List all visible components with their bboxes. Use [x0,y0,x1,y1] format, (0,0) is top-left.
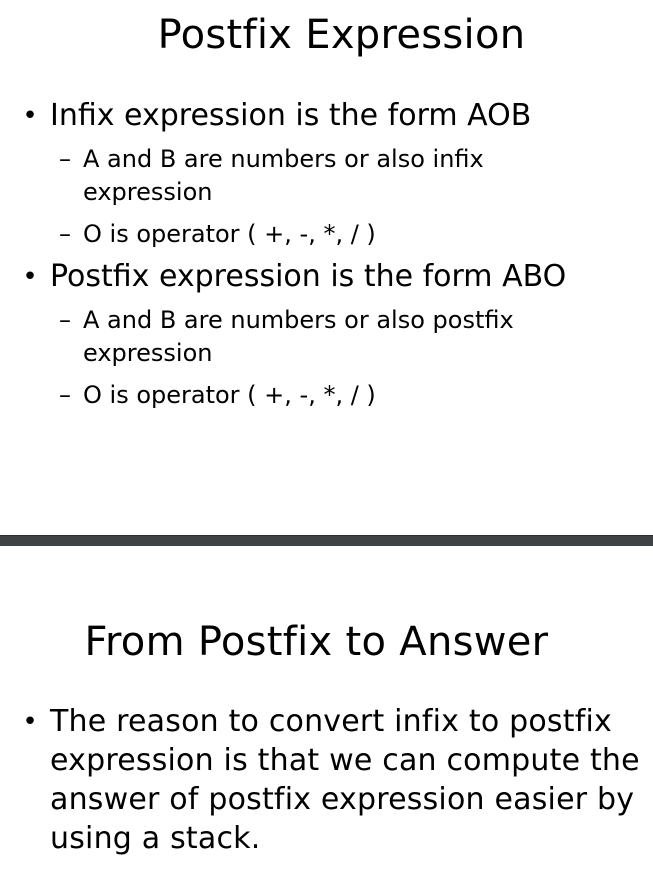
sub-bullet-text: A and B are numbers or also infix expression [83,145,484,206]
sub-bullet-text: O is operator ( +, -, *, / ) [83,381,376,409]
bullet-text: The reason to convert infix to postfix expression is that we can compute the answer of postfix expression easier by using a stack. [50,704,640,856]
slide-postfix-to-answer [0,546,653,869]
bullet-marker: • [22,101,38,131]
slide-title: From Postfix to Answer [84,619,549,665]
sub-bullet-marker: – [59,145,71,173]
sub-bullet-marker: – [59,306,71,334]
slide-title: Postfix Expression [157,12,526,58]
sub-bullet-text: A and B are numbers or also postfix expression [83,306,514,367]
bullet-marker: • [22,707,38,737]
sub-bullet-text: O is operator ( +, -, *, / ) [83,220,376,248]
bullet-text: Infix expression is the form AOB [50,98,532,133]
sub-bullet-marker: – [59,220,71,248]
bullet-text: Postfix expression is the form ABO [50,259,567,294]
sub-bullet-marker: – [59,381,71,409]
bullet-marker: • [22,262,38,292]
